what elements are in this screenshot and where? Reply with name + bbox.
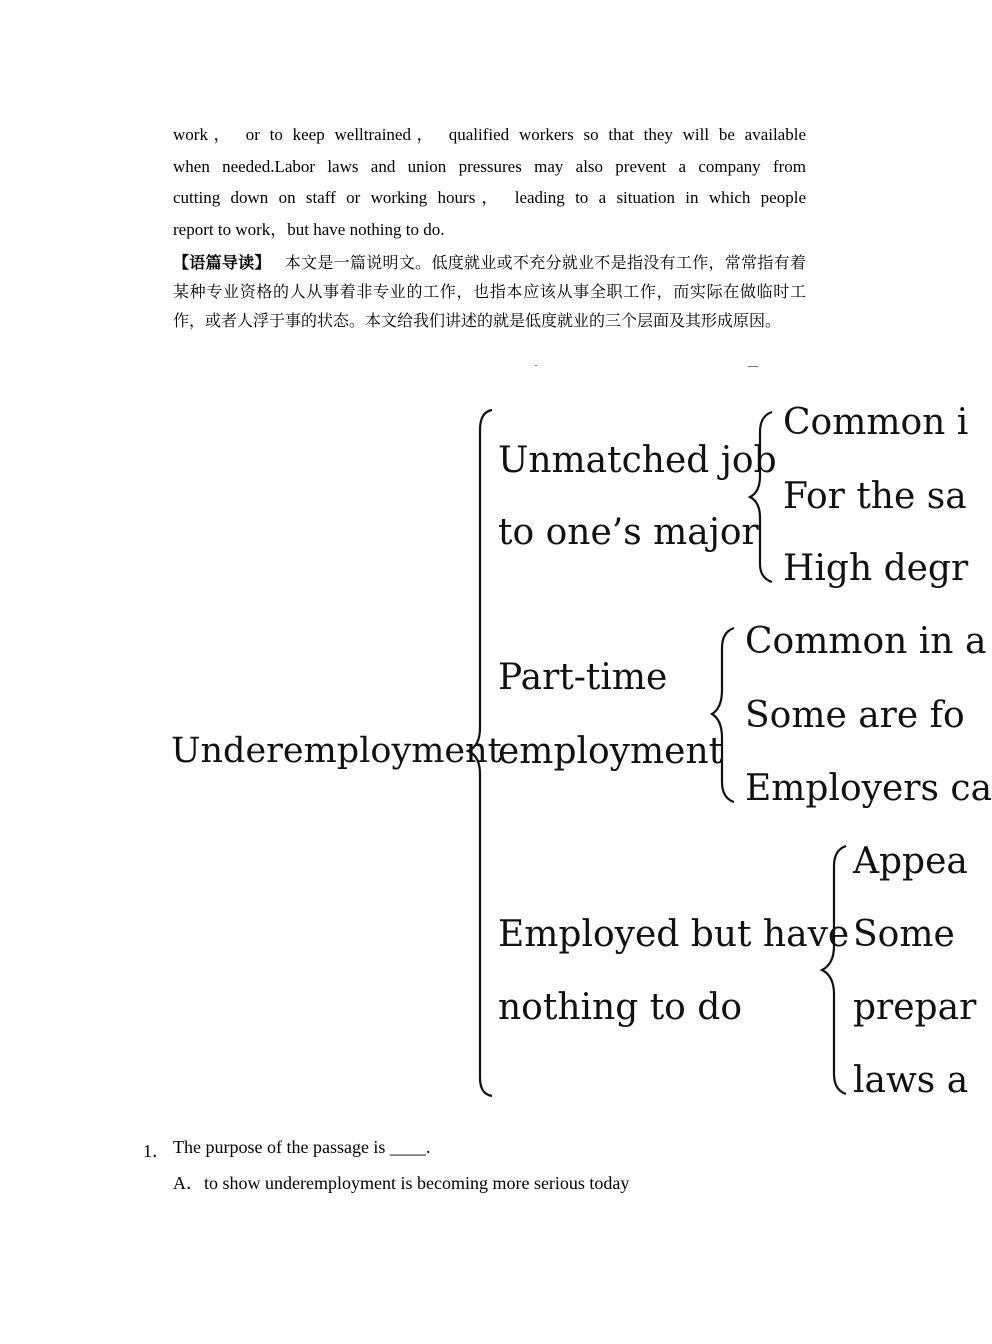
branch-2-detail-2: Some are fo bbox=[745, 695, 965, 736]
branch-1-label-line-2: to one’s major bbox=[498, 512, 759, 553]
branch-3-detail-1: Appea bbox=[853, 841, 968, 882]
passage-line-2: when needed.Labor laws and union pressures may also prevent a company from bbox=[173, 156, 806, 176]
question-number: 1． bbox=[143, 1141, 170, 1161]
branch-1-detail-2: For the sa bbox=[783, 476, 967, 517]
branch-1-detail-1: Common i bbox=[783, 402, 969, 443]
passage-line-3: cutting down on staff or working hours， leading to a situation in which people bbox=[173, 188, 806, 208]
question-option-a: A．to show underemployment is becoming more serious today bbox=[173, 1173, 630, 1193]
branch-3-detail-3: prepar bbox=[853, 987, 977, 1028]
scan-mark bbox=[535, 365, 537, 366]
reading-guide-label: 【语篇导读】 bbox=[173, 253, 271, 272]
passage-line-1: work， or to keep welltrained， qualified workers so that they will be available bbox=[173, 125, 806, 144]
reading-guide-text: 本文是一篇说明文。低度就业或不充分就业不是指没有工作，常常指有着某种专业资格的人从事着非专业的工作，也指本应该从事全职工作，而实际在做临时工作，或者人浮于事的状态。本文给我们讲述的就是低度就业的三个层面及其形成原因。 bbox=[173, 253, 806, 330]
branch-3-detail-2: Some bbox=[853, 914, 955, 955]
branch-2-detail-3: Employers ca bbox=[745, 768, 992, 809]
branch-3-label-line-1: Employed but have bbox=[498, 914, 850, 955]
branch-3-detail-4: laws a bbox=[853, 1060, 969, 1101]
branch-1-brace bbox=[750, 412, 772, 582]
passage-line-4: report to work，but have nothing to do. bbox=[173, 220, 445, 240]
branch-2-label-line-2: employment bbox=[498, 731, 724, 772]
branch-1-label-line-1: Unmatched job bbox=[498, 440, 777, 481]
branch-3-label-line-2: nothing to do bbox=[498, 987, 743, 1028]
underemployment-diagram bbox=[0, 390, 992, 1110]
branch-3-brace bbox=[822, 846, 846, 1094]
reading-guide bbox=[173, 248, 806, 335]
branch-2-detail-1: Common in a bbox=[745, 621, 987, 662]
branch-1-detail-3: High degr bbox=[783, 548, 969, 589]
branch-2-label-line-1: Part-time bbox=[498, 657, 668, 698]
scan-mark bbox=[748, 366, 758, 367]
diagram-root: Underemployment bbox=[171, 731, 502, 771]
passage-paragraph bbox=[173, 119, 806, 246]
question-stem: The purpose of the passage is ____. bbox=[173, 1137, 431, 1157]
branch-2-brace bbox=[712, 628, 734, 802]
